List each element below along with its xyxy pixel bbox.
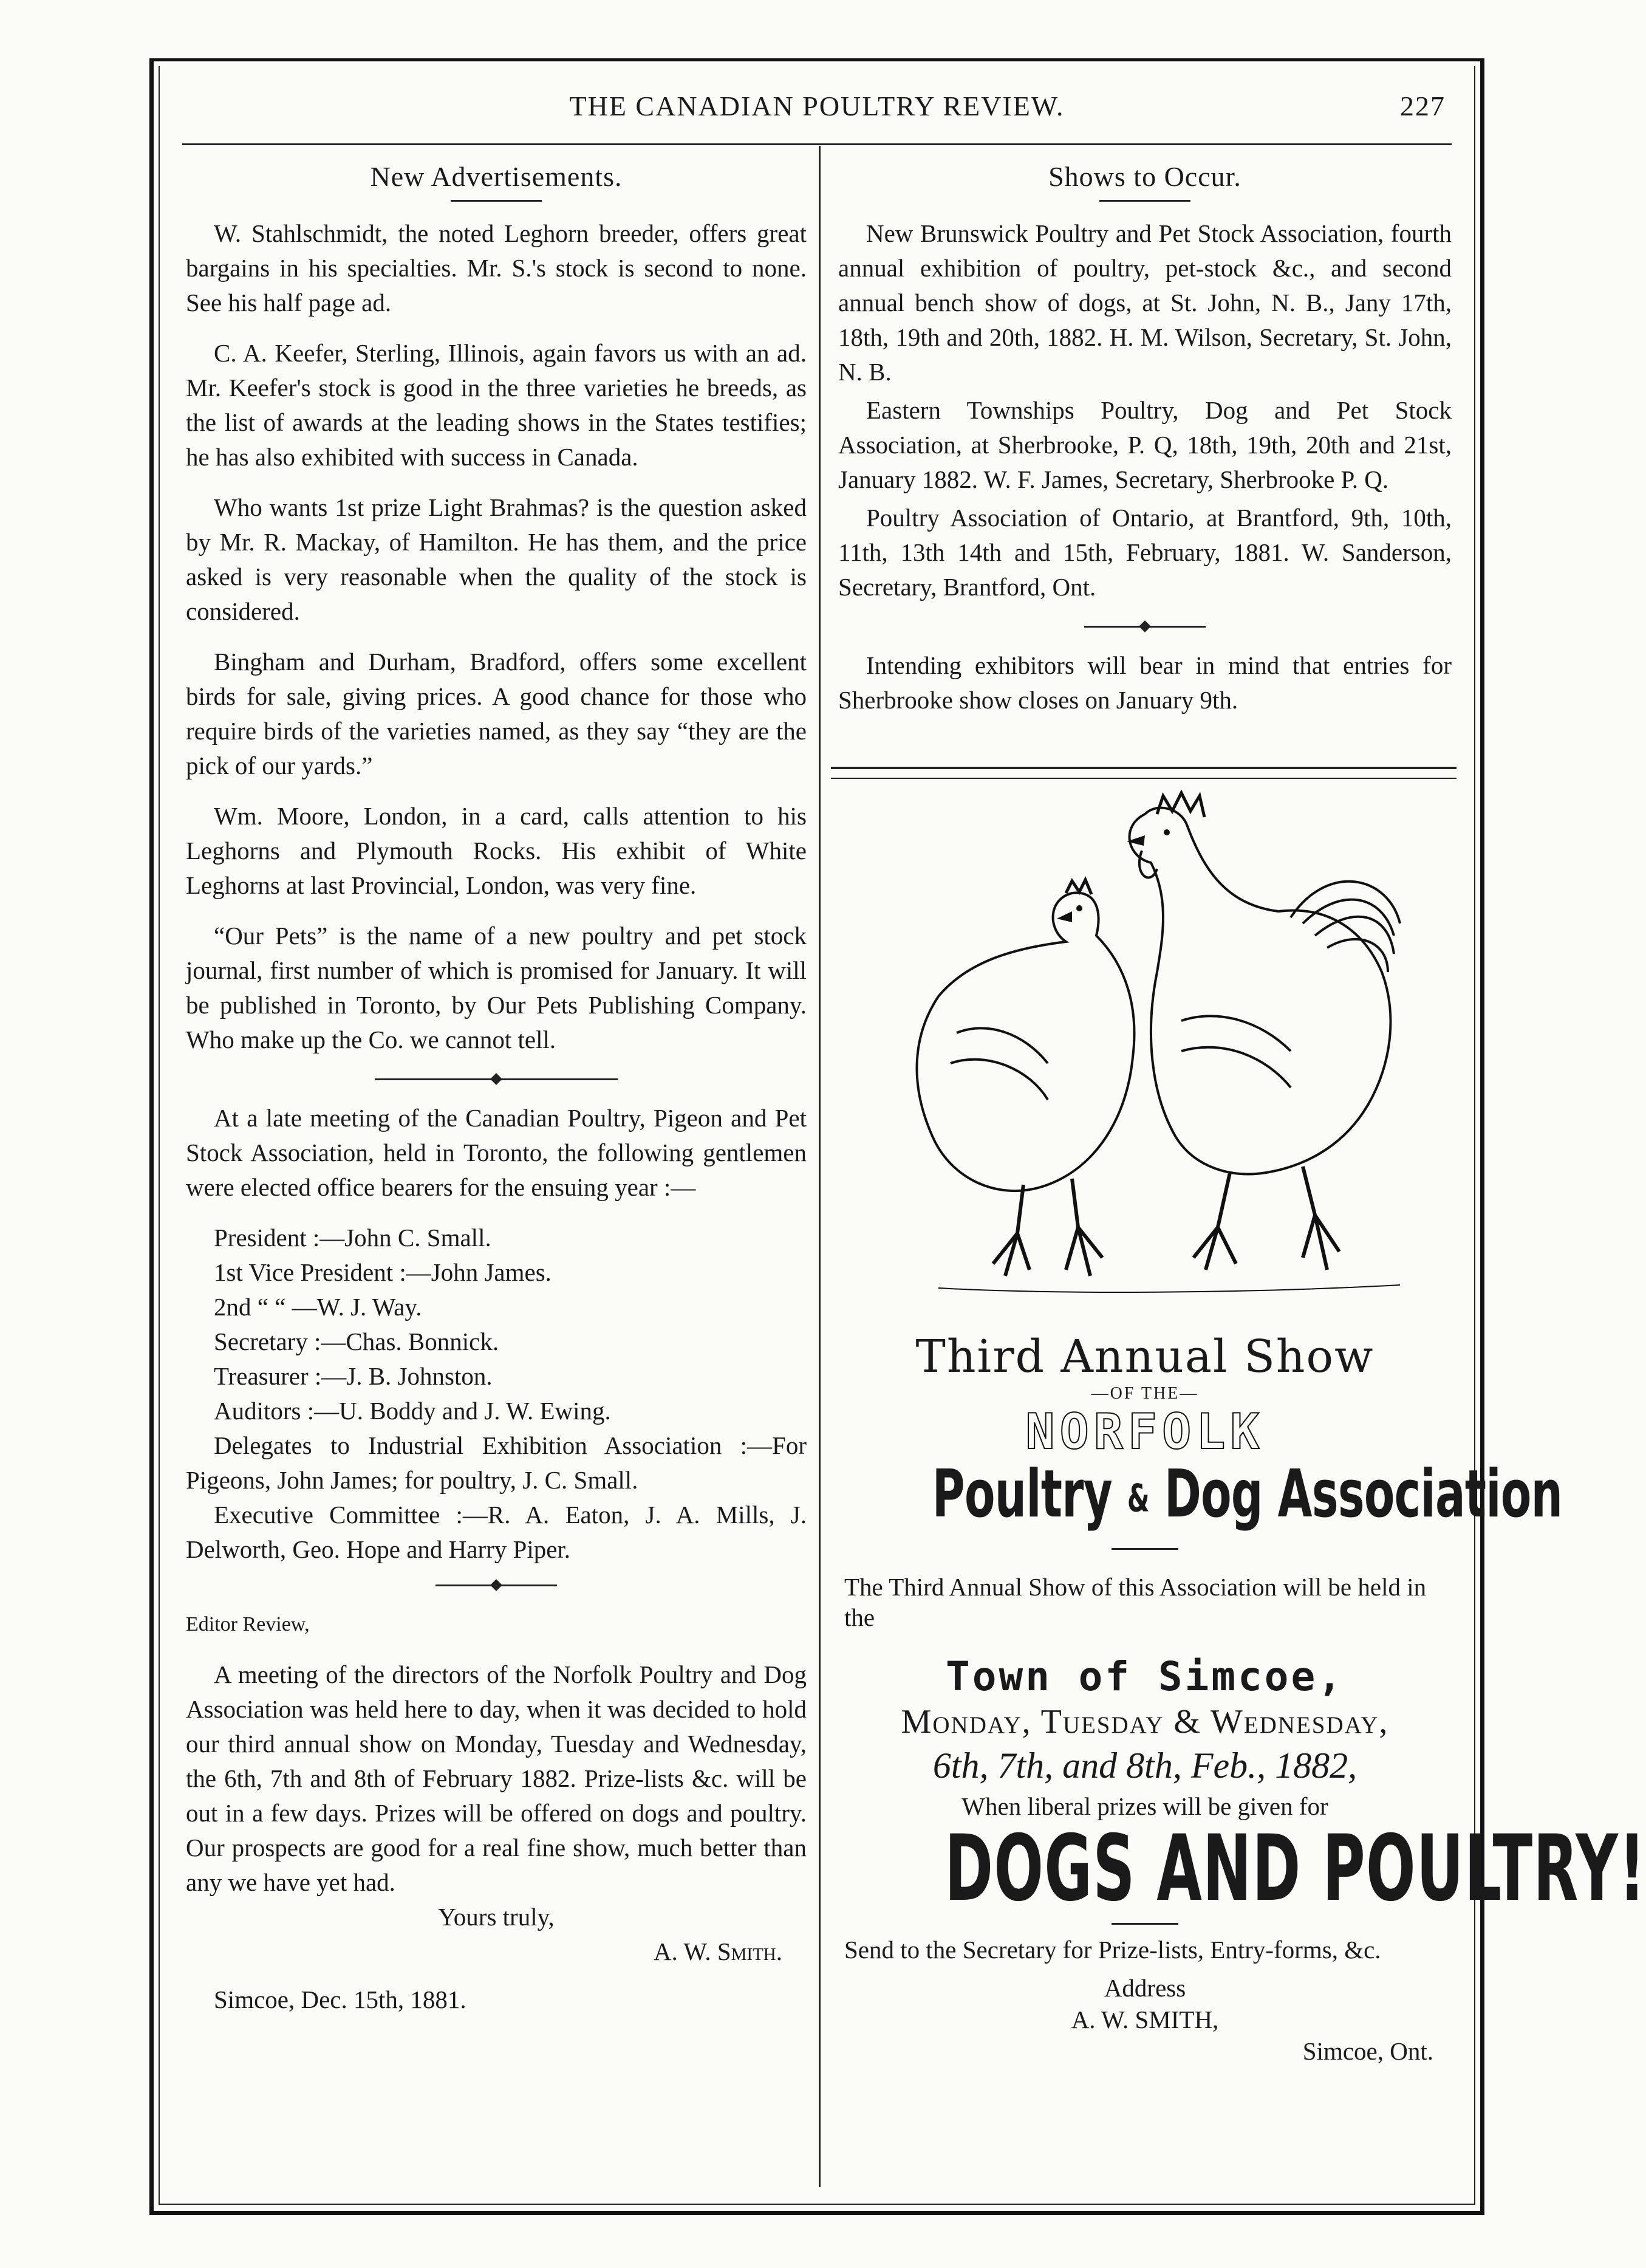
header-rule bbox=[182, 143, 1452, 145]
officer-line: Auditors :—U. Boddy and J. W. Ewing. bbox=[214, 1397, 611, 1425]
ad-separator-rule bbox=[831, 767, 1456, 779]
ad-body: The Third Annual Show of this Association will be held in the bbox=[844, 1573, 1427, 1631]
letter-closing: Yours truly, bbox=[438, 1903, 555, 1931]
ad-paragraph-our-pets: “Our Pets” is the name of a new poultry and pet stock journal, first number of which is promised for January. It will be published in Toronto, by Our Pets Publishing Company. Who make up the Co. we cannot tell. bbox=[186, 922, 807, 1053]
left-column bbox=[186, 159, 807, 2017]
section-ornament bbox=[375, 1073, 618, 1085]
section-ornament bbox=[435, 1579, 557, 1591]
show-ontario: Poultry Association of Ontario, at Brantford, 9th, 10th, 11th, 13th 14th and 15th, February, 1881. W. Sanderson, Secretary, Brantford, Ont. bbox=[838, 504, 1452, 601]
sherbrooke-notice: Intending exhibitors will bear in mind that entries for Sherbrooke show closes on January 9th. bbox=[838, 651, 1452, 714]
running-title: THE CANADIAN POULTRY REVIEW. bbox=[569, 91, 1065, 122]
ad-show-title: Third Annual Show bbox=[915, 1331, 1375, 1383]
ad-prizes: When liberal prizes will be given for bbox=[961, 1792, 1328, 1820]
show-eastern-townships: Eastern Townships Poultry, Dog and Pet Stock Association, at Sherbrooke, P. Q, 18th, 19th, 20th and 21st, January 1882. W. F. James, Secretary, Sherbrooke P. Q. bbox=[838, 396, 1452, 493]
officer-line: Secretary :—Chas. Bonnick. bbox=[214, 1328, 499, 1355]
poultry-illustration bbox=[866, 790, 1424, 1324]
officer-line: 1st Vice President :—John James. bbox=[214, 1258, 552, 1286]
ad-paragraph-keefer: C. A. Keefer, Sterling, Illinois, again favors us with an ad. Mr. Keefer's stock is good in the three varieties he breeds, as the list of awards at the leading shows in the States testifies; he has also exhibited with success in Canada. bbox=[186, 339, 807, 471]
heading-rule bbox=[451, 200, 542, 202]
ad-paragraph-stahlschmidt: W. Stahlschmidt, the noted Leghorn breeder, offers great bargains in his specialties. Mr. S.'s stock is second to none. See his half page ad. bbox=[186, 219, 807, 317]
ad-address-town: Simcoe, Ont. bbox=[1302, 2037, 1433, 2065]
ad-days: Monday, Tuesday & Wednesday, bbox=[901, 1703, 1389, 1741]
ad-paragraph-moore: Wm. Moore, London, in a card, calls attention to his Leghorns and Plymouth Rocks. His exhibit of White Leghorns at last Provincial, London, was very fine. bbox=[186, 802, 807, 899]
page-header bbox=[182, 90, 1452, 129]
ad-association-name bbox=[932, 1456, 1563, 1532]
officer-line: Treasurer :—J. B. Johnston. bbox=[214, 1362, 493, 1390]
ad-association-part2: Dog Association bbox=[1164, 1456, 1563, 1532]
letter-signature: A. W. Smith. bbox=[654, 1937, 782, 1965]
ad-address-label: Address bbox=[1104, 1974, 1186, 2002]
column-divider bbox=[819, 146, 821, 2187]
officer-line: 2nd “ “ —W. J. Way. bbox=[214, 1293, 422, 1321]
letter-dateline: Simcoe, Dec. 15th, 1881. bbox=[214, 1985, 466, 2013]
ad-town: Town of Simcoe, bbox=[945, 1653, 1345, 1700]
ad-of-the: —OF THE— bbox=[1091, 1384, 1199, 1403]
ad-dogs-and-poultry: DOGS AND POULTRY! bbox=[944, 1816, 1646, 1922]
officers-list bbox=[186, 1221, 807, 1567]
section-ornament bbox=[1084, 620, 1206, 632]
ad-rule bbox=[1112, 1548, 1178, 1550]
ad-association-part1: Poultry bbox=[932, 1456, 1112, 1532]
officer-line: Executive Committee :—R. A. Eaton, J. A. Mills, J. Delworth, Geo. Hope and Harry Piper. bbox=[186, 1501, 807, 1563]
ad-paragraph-bingham-durham: Bingham and Durham, Bradford, offers some excellent birds for sale, giving prices. A good chance for those who require birds of the varieties named, as they say “they are the pick of our yards.” bbox=[186, 648, 807, 779]
heading-rule bbox=[1099, 200, 1190, 202]
letter-body: A meeting of the directors of the Norfolk Poultry and Dog Association was held here to day, when it was decided to hold our third annual show on Monday, Tuesday and Wednesday, the 6th, 7th and 8th of February 1882. Prize-lists &c. will be out in a few days. Prizes will be offered on dogs and poultry. Our prospects are good for a real fine show, much better than any we have yet had. bbox=[186, 1660, 807, 1896]
right-column bbox=[838, 159, 1452, 733]
ad-dates: 6th, 7th, and 8th, Feb., 1882, bbox=[932, 1746, 1357, 1786]
meeting-intro: At a late meeting of the Canadian Poultry, Pigeon and Pet Stock Association, held in Toronto, the following gentlemen were elected office bearers for the ensuing year :— bbox=[186, 1104, 807, 1201]
page-number: 227 bbox=[1400, 91, 1446, 122]
shows-to-occur-heading: Shows to Occur. bbox=[1048, 161, 1241, 192]
ad-association-amp: & bbox=[1127, 1476, 1149, 1521]
show-new-brunswick: New Brunswick Poultry and Pet Stock Association, fourth annual exhibition of poultry, pet-stock &c., and second annual bench show of dogs, at St. John, N. B., Jany 17th, 18th, 19th and 20th, 1882. H. M. Wilson, Secretary, St. John, N. B. bbox=[838, 219, 1452, 386]
officer-line: Delegates to Industrial Exhibition Association :—For Pigeons, John James; for poultry, J. C. Small. bbox=[186, 1431, 807, 1494]
ad-address-name: A. W. SMITH, bbox=[1071, 2006, 1219, 2033]
ad-paragraph-mackay: Who wants 1st prize Light Brahmas? is the question asked by Mr. R. Mackay, of Hamilton. He has them, and the price asked is very reasonable when the quality of the stock is considered. bbox=[186, 493, 807, 625]
ad-rule bbox=[1112, 1923, 1178, 1925]
officer-line: President :—John C. Small. bbox=[214, 1224, 491, 1252]
new-advertisements-heading: New Advertisements. bbox=[370, 161, 623, 192]
ad-norfolk: NORFOLK bbox=[1025, 1403, 1265, 1460]
norfolk-show-advertisement bbox=[832, 790, 1646, 2067]
editor-salutation: Editor Review, bbox=[186, 1613, 310, 1636]
ad-send: Send to the Secretary for Prize-lists, Entry-forms, &c. bbox=[844, 1936, 1381, 1964]
